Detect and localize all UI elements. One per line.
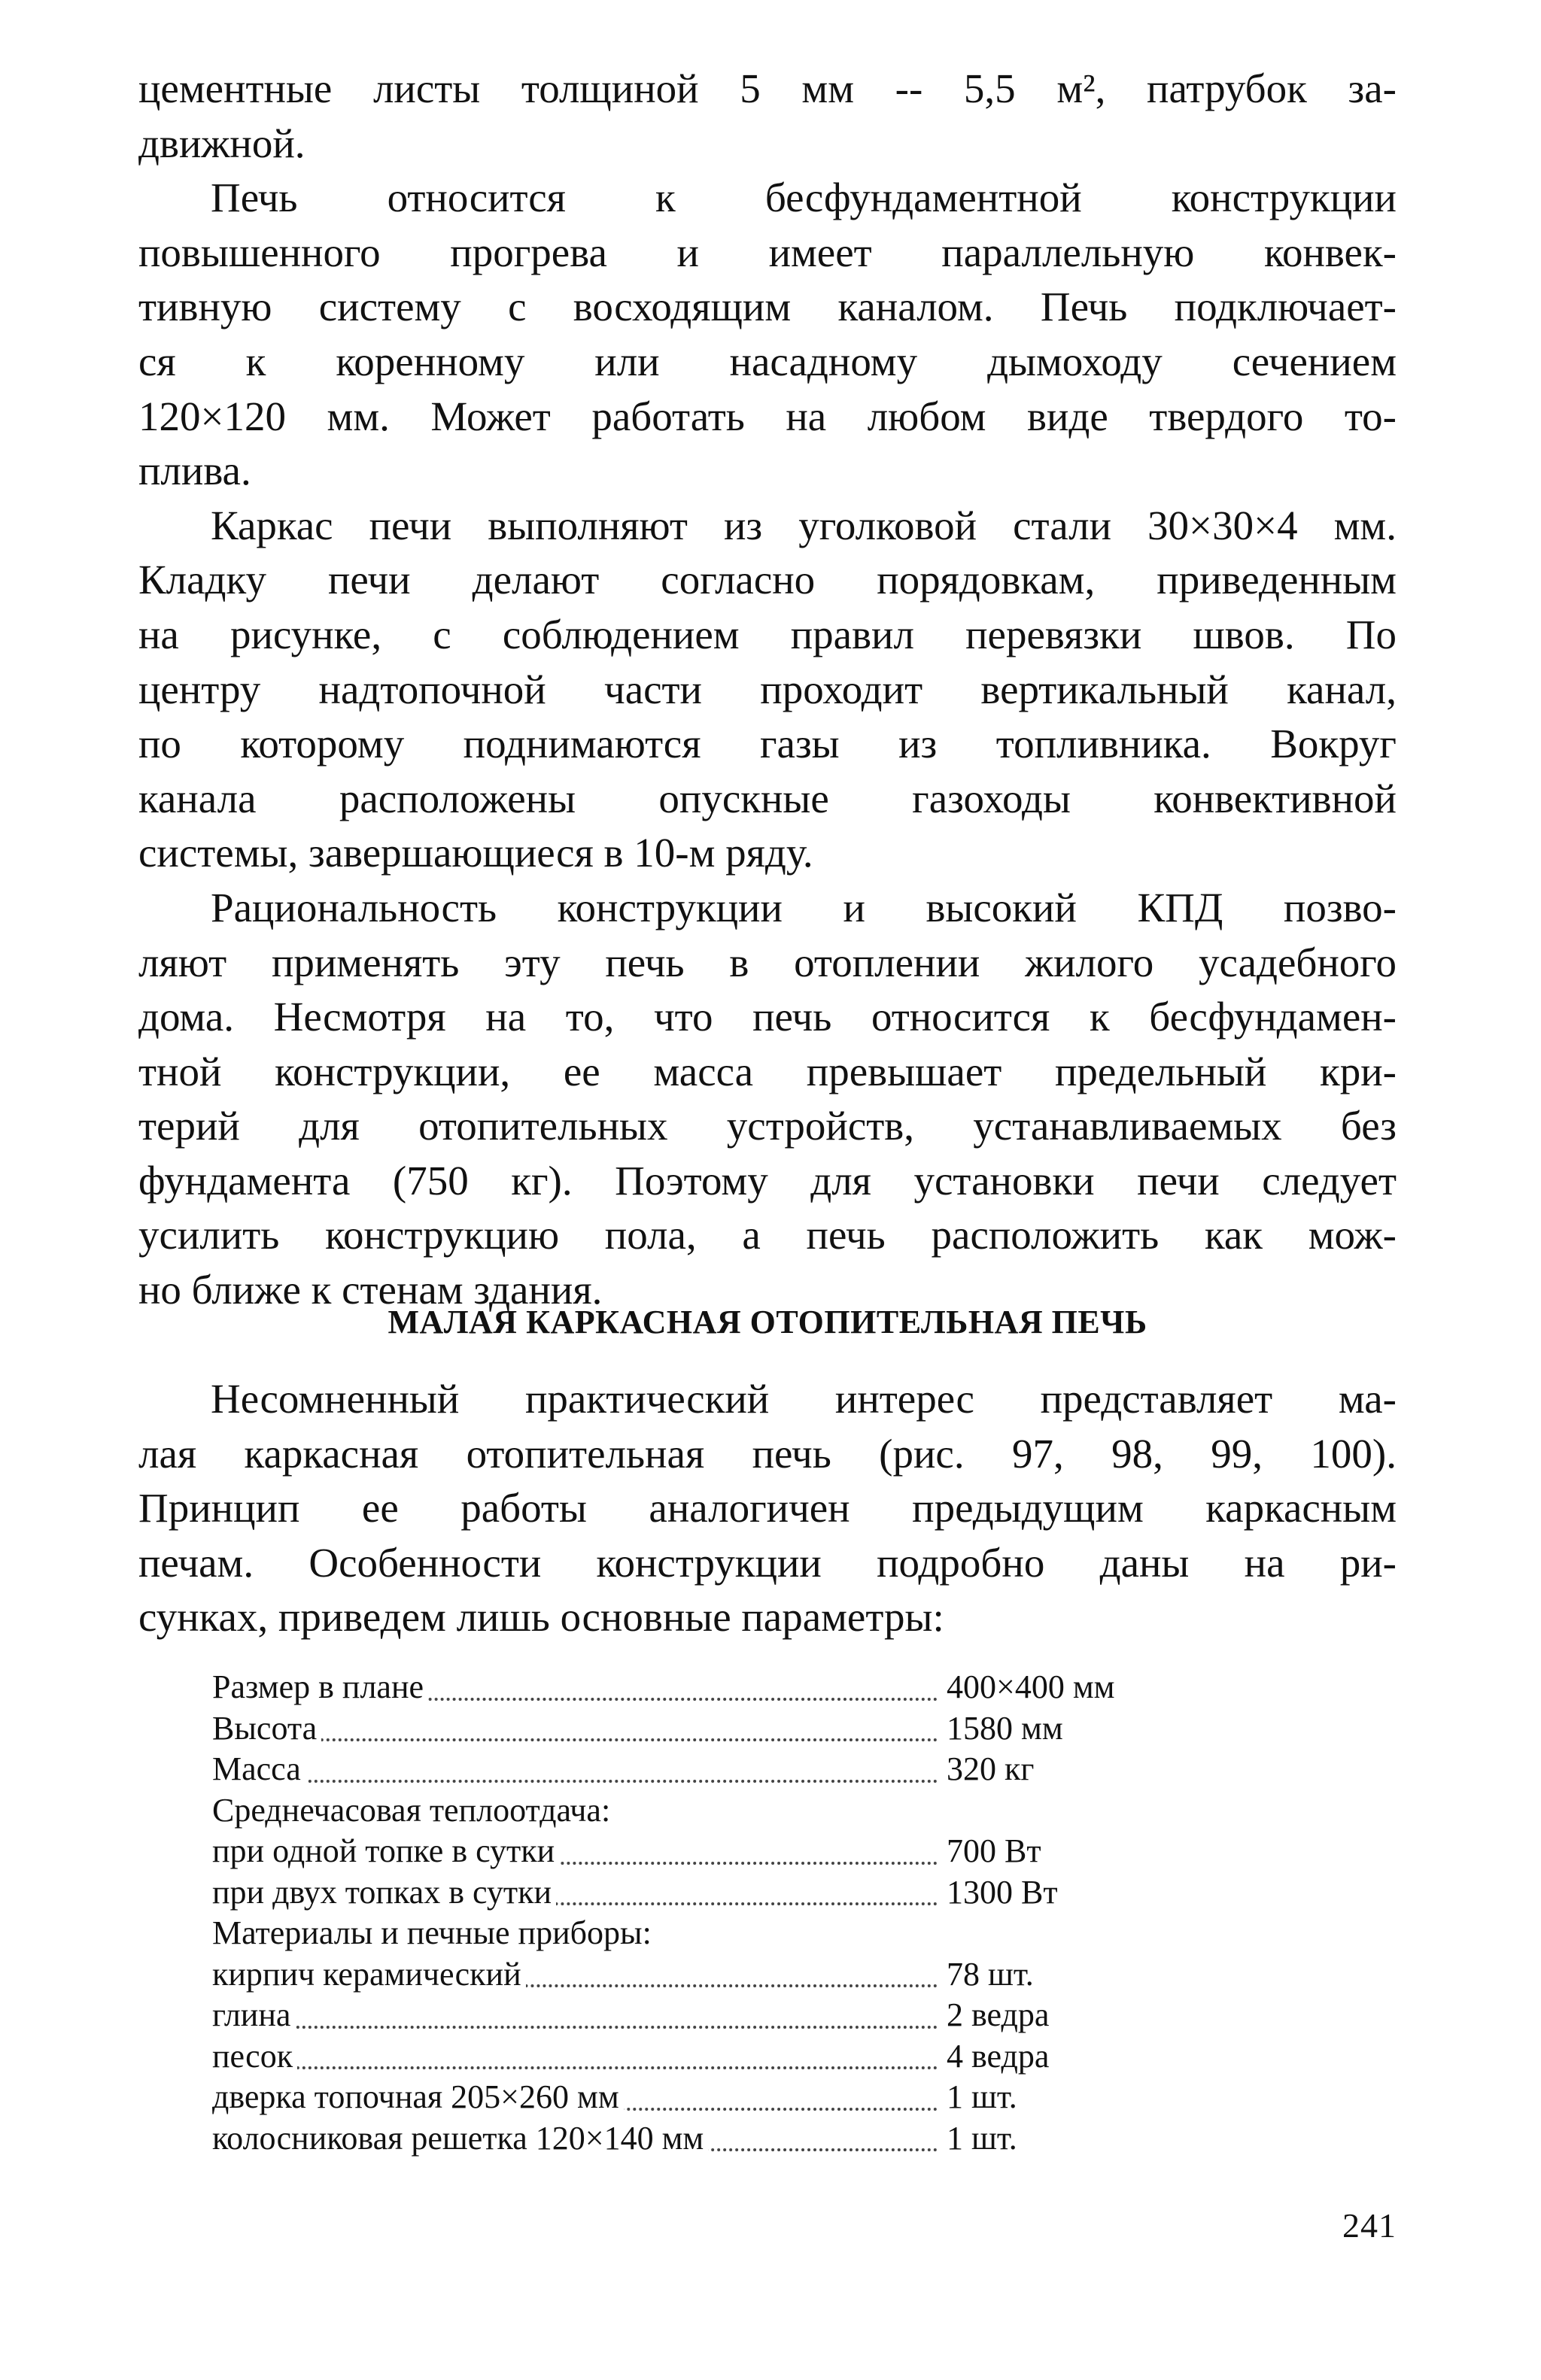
text-line: фундамента (750 кг). Поэтому для установки печи следует [138, 1157, 1397, 1204]
text-line: ляют применять эту печь в отоплении жилого усадебного [138, 939, 1397, 985]
text-line: центру надтопочной части проходит вертикальный канал, [138, 666, 1397, 712]
spec-value: 2 ведра [947, 1996, 1050, 2033]
spec-row [212, 1954, 1190, 1996]
page-number: 241 [1342, 2206, 1397, 2245]
text-line: по которому поднимаются газы из топливника. Вокруг [138, 721, 1397, 767]
spec-value: 1 шт. [947, 2078, 1017, 2115]
spec-group-heading [212, 1913, 1190, 1954]
text-line: повышенного прогрева и имеет параллельную конвек- [138, 229, 1397, 275]
text-line: Несомненный практический интерес представляет ма- [211, 1376, 1397, 1422]
text-line: но ближе к стенам здания. [138, 1267, 603, 1313]
spec-value: 78 шт. [947, 1955, 1034, 1993]
text-line: движной. [138, 120, 305, 166]
text-line: дома. Несмотря на то, что печь относится к бесфундамен- [138, 994, 1397, 1040]
specs-list [212, 1667, 1190, 2159]
text-line: Принцип ее работы аналогичен предыдущим каркасным [138, 1485, 1397, 1532]
text-line: канала расположены опускные газоходы конвективной [138, 775, 1397, 821]
spec-value: 1 шт. [947, 2119, 1017, 2157]
spec-value: 320 кг [947, 1750, 1035, 1787]
paragraph-1 [138, 62, 1397, 171]
body-text-section [138, 1372, 1397, 1645]
text-line: печам. Особенности конструкции подробно даны на ри- [138, 1539, 1397, 1586]
spec-label: колосниковая решетка 120×140 мм [212, 2120, 708, 2157]
text-line: тивную систему с восходящим каналом. Печь подключает- [138, 284, 1397, 330]
spec-label: Размер в плане [212, 1668, 428, 1705]
spec-label: дверка топочная 205×260 мм [212, 2078, 624, 2115]
paragraph-3 [138, 499, 1397, 881]
text-line: Каркас печи выполняют из уголковой стали 30×30×4 мм. [211, 502, 1397, 548]
spec-value: 4 ведра [947, 2037, 1050, 2075]
spec-label: при двух топках в сутки [212, 1874, 556, 1911]
spec-row [212, 1708, 1190, 1750]
paragraph-4 [138, 881, 1397, 1318]
spec-group-heading [212, 1790, 1190, 1832]
spec-label: Масса [212, 1750, 305, 1787]
spec-value: 400×400 мм [947, 1668, 1115, 1705]
text-line: Кладку печи делают согласно порядовкам, приведенным [138, 557, 1397, 603]
spec-row [212, 1995, 1190, 2036]
spec-row [212, 1749, 1190, 1790]
spec-row [212, 1872, 1190, 1914]
spec-label: при одной топке в сутки [212, 1832, 559, 1869]
spec-label: Среднечасовая теплоотдача: [212, 1792, 615, 1829]
paragraph-2 [138, 171, 1397, 499]
spec-label: кирпич керамический [212, 1956, 526, 1993]
text-line: 120×120 мм. Может работать на любом виде твердого то- [138, 393, 1397, 439]
body-text-top [138, 62, 1397, 1318]
spec-value: 1580 мм [947, 1709, 1063, 1747]
spec-value: 700 Вт [947, 1832, 1041, 1869]
text-line: лая каркасная отопительная печь (рис. 97, 98, 99, 100). [138, 1430, 1397, 1477]
text-line: системы, завершающиеся в 10-м ряду. [138, 830, 813, 876]
spec-row [212, 1667, 1190, 1708]
spec-row [212, 2077, 1190, 2118]
section-heading: МАЛАЯ КАРКАСНАЯ ОТОПИТЕЛЬНАЯ ПЕЧЬ [388, 1304, 1147, 1340]
spec-label: песок [212, 2038, 297, 2075]
spec-label: Материалы и печные приборы: [212, 1914, 656, 1951]
text-line: сунках, приведем лишь основные параметры: [138, 1594, 944, 1641]
paragraph-5 [138, 1372, 1397, 1645]
text-line: Рациональность конструкции и высокий КПД позво- [211, 884, 1397, 930]
text-line: ся к коренному или насадному дымоходу сечением [138, 338, 1397, 384]
text-line: Печь относится к бесфундаментной конструкции [211, 175, 1397, 221]
text-line: тной конструкции, ее масса превышает предельный кри- [138, 1048, 1397, 1094]
text-line: усилить конструкцию пола, а печь расположить как мож- [138, 1212, 1397, 1258]
text-line: терий для отопительных устройств, устанавливаемых без [138, 1103, 1397, 1149]
spec-row [212, 2036, 1190, 2078]
text-line: на рисунке, с соблюдением правил перевязки швов. По [138, 611, 1397, 657]
text-line: цементные листы толщиной 5 мм -- 5,5 м², патрубок за- [138, 65, 1397, 111]
spec-value: 1300 Вт [947, 1873, 1058, 1911]
spec-row [212, 1831, 1190, 1872]
spec-label: Высота [212, 1710, 321, 1747]
spec-label: глина [212, 1996, 295, 2033]
spec-row [212, 2118, 1190, 2160]
text-line: плива. [138, 448, 251, 494]
